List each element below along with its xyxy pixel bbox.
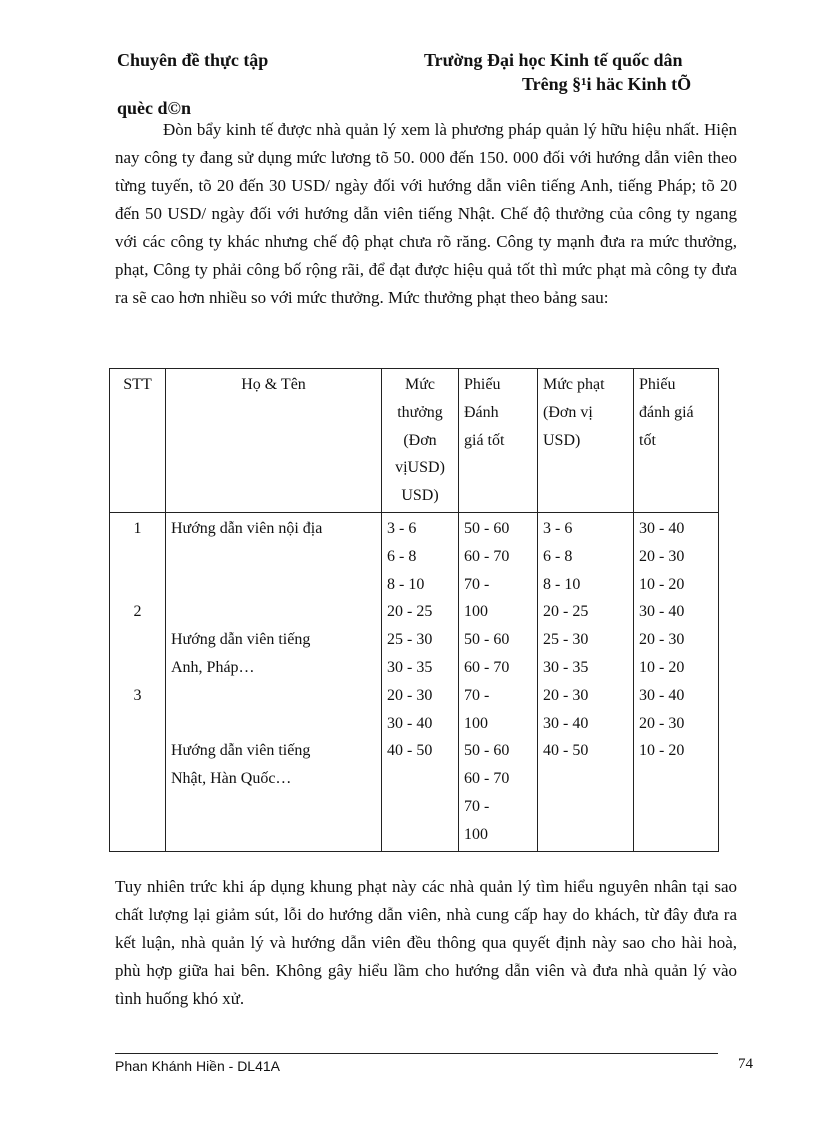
cell-line: 60 - 70 bbox=[464, 547, 510, 565]
cell-line: 30 - 40 bbox=[639, 603, 685, 621]
cell-line: 30 - 40 bbox=[387, 714, 433, 732]
penalty-cell bbox=[538, 512, 634, 851]
cell-line bbox=[115, 654, 160, 682]
header-name: Họ & Tên bbox=[166, 369, 382, 513]
cell-line: (Đơn vị bbox=[543, 403, 593, 421]
cell-line: 3 - 6 bbox=[387, 519, 417, 537]
header-right: Trường Đại học Kinh tế quốc dân bbox=[424, 50, 683, 70]
cell-line: 10 - 20 bbox=[639, 742, 685, 760]
cell-line: 60 - 70 bbox=[464, 770, 510, 788]
cell-line bbox=[171, 571, 376, 599]
footer-author: Phan Khánh Hiền - DL41A bbox=[115, 1058, 280, 1074]
cell-line: 30 - 40 bbox=[543, 714, 589, 732]
cell-line: USD) bbox=[543, 431, 581, 449]
cell-line: 20 - 30 bbox=[387, 686, 433, 704]
cell-line: Hướng dẫn viên nội địa bbox=[171, 519, 323, 537]
page-number: 74 bbox=[738, 1056, 753, 1072]
cell-line: 25 - 30 bbox=[387, 631, 433, 649]
cell-line: 30 - 40 bbox=[639, 686, 685, 704]
cell-line: 70 - bbox=[464, 797, 490, 815]
intro-text: Đòn bẩy kinh tế được nhà quản lý xem là phương pháp quản lý hữu hiệu nhất. Hiện nay công ty đang sử dụng mức lương tõ 50. 000 đến 150. 000 đối với hướng dẫn viên theo từng tuyến, tõ 20 đến 30 USD/ ngày đối với hướng dẫn viên tiếng Anh, tiếng Pháp; tõ 20 đến 50 USD/ ngày đối với hướng dẫn viên tiếng Nhật. Chế độ thưởng của công ty ngang với các công ty khác nhưng chế độ phạt chưa rõ răng. Công ty mạnh đưa ra mức thưởng, phạt, Công ty phải công bố rộng rãi, để đạt được hiệu quả tốt thì mức phạt mà công ty đưa ra sẽ cao hơn nhiều so với mức thưởng. Mức thưởng phạt theo bảng sau: bbox=[115, 120, 737, 307]
cell-line: 3 - 6 bbox=[543, 519, 573, 537]
stt-cell bbox=[110, 512, 166, 851]
header-penalty bbox=[538, 369, 634, 513]
header-stt: STT bbox=[110, 369, 166, 513]
cell-line: Hướng dẫn viên tiếng bbox=[171, 742, 311, 760]
header-right-garbled: Trêng §¹i häc Kinh tÕ bbox=[522, 74, 692, 94]
cell-line: tốt bbox=[639, 431, 656, 449]
cell-line: Mức bbox=[405, 376, 435, 393]
cell-line: 1 bbox=[133, 519, 142, 537]
header-reward bbox=[382, 369, 459, 513]
cell-line: 20 - 30 bbox=[543, 686, 589, 704]
cell-line: 30 - 35 bbox=[543, 658, 589, 676]
cell-line: 40 - 50 bbox=[543, 742, 589, 760]
cell-line: Nhật, Hàn Quốc… bbox=[171, 770, 292, 788]
cell-line: 100 bbox=[464, 714, 488, 732]
footer-divider bbox=[115, 1053, 718, 1054]
cell-line bbox=[171, 710, 376, 738]
header-left: Chuyên đề thực tập bbox=[117, 50, 269, 70]
cell-line: Phiếu bbox=[639, 376, 676, 393]
intro-paragraph bbox=[115, 116, 737, 312]
cell-line: 40 - 50 bbox=[387, 742, 433, 760]
cell-line: 25 - 30 bbox=[543, 631, 589, 649]
cell-line: 6 - 8 bbox=[387, 547, 417, 565]
cell-line bbox=[171, 598, 376, 626]
cell-line: 50 - 60 bbox=[464, 742, 510, 760]
reward-penalty-table bbox=[109, 368, 719, 852]
cell-line: Đánh bbox=[464, 403, 499, 421]
cell-line: 20 - 30 bbox=[639, 714, 685, 732]
cell-line: 50 - 60 bbox=[464, 519, 510, 537]
cell-line bbox=[171, 682, 376, 710]
cell-line: 30 - 35 bbox=[387, 658, 433, 676]
conclusion-paragraph: Tuy nhiên trức khi áp dụng khung phạt này các nhà quản lý tìm hiểu nguyên nhân tại sao chất lượng lại giảm sút, lỗi do hướng dẫn viên, nhà cung cấp hay do khách, từ đây đưa ra kết luận, nhà quản lý và hướng dẫn viên đều thông qua quyết định này sao cho hài hoà, phù hợp giữa hai bên. Không gây hiểu lầm cho hướng dẫn viên và đưa nhà quản lý vào tình huống khó xử. bbox=[115, 877, 737, 1008]
cell-line: 20 - 30 bbox=[639, 631, 685, 649]
cell-line: giá tốt bbox=[464, 431, 505, 449]
table-body-row bbox=[110, 512, 719, 851]
cell-line: 60 - 70 bbox=[464, 658, 510, 676]
reward-cell bbox=[382, 512, 459, 851]
cell-line: đánh giá bbox=[639, 403, 694, 421]
cell-line: USD) bbox=[401, 487, 439, 505]
cell-line: Mức phạt bbox=[543, 376, 605, 393]
cell-line: 20 - 25 bbox=[387, 603, 433, 621]
cell-line: (Đơn bbox=[403, 431, 437, 449]
cell-line: 6 - 8 bbox=[543, 547, 573, 565]
cell-line: 100 bbox=[464, 825, 488, 843]
cell-line: Phiếu bbox=[464, 376, 501, 393]
cell-line bbox=[115, 543, 160, 571]
cell-line bbox=[115, 571, 160, 599]
header-eval-good bbox=[459, 369, 538, 513]
cell-line: 8 - 10 bbox=[543, 575, 581, 593]
cell-line: 20 - 25 bbox=[543, 603, 589, 621]
cell-line: 10 - 20 bbox=[639, 658, 685, 676]
cell-line: 70 - bbox=[464, 575, 490, 593]
name-cell bbox=[166, 512, 382, 851]
cell-line: Hướng dẫn viên tiếng bbox=[171, 631, 311, 649]
header-garbled-continuation: quèc d©n bbox=[117, 98, 191, 118]
cell-line bbox=[171, 543, 376, 571]
cell-line: 3 bbox=[133, 686, 142, 704]
cell-line: 30 - 40 bbox=[639, 519, 685, 537]
cell-line: vịUSD) bbox=[395, 459, 445, 477]
cell-line: 10 - 20 bbox=[639, 575, 685, 593]
cell-line: 100 bbox=[464, 603, 488, 621]
cell-line: 2 bbox=[133, 603, 142, 621]
header-eval-good-2 bbox=[634, 369, 719, 513]
eval-good-2-cell bbox=[634, 512, 719, 851]
cell-line bbox=[115, 626, 160, 654]
cell-line: 8 - 10 bbox=[387, 575, 425, 593]
table-header-row bbox=[110, 369, 719, 513]
cell-line: Anh, Pháp… bbox=[171, 658, 255, 676]
cell-line: 20 - 30 bbox=[639, 547, 685, 565]
cell-line: 50 - 60 bbox=[464, 631, 510, 649]
cell-line: thưởng bbox=[397, 403, 443, 421]
cell-line: 70 - bbox=[464, 686, 490, 704]
eval-good-cell bbox=[459, 512, 538, 851]
